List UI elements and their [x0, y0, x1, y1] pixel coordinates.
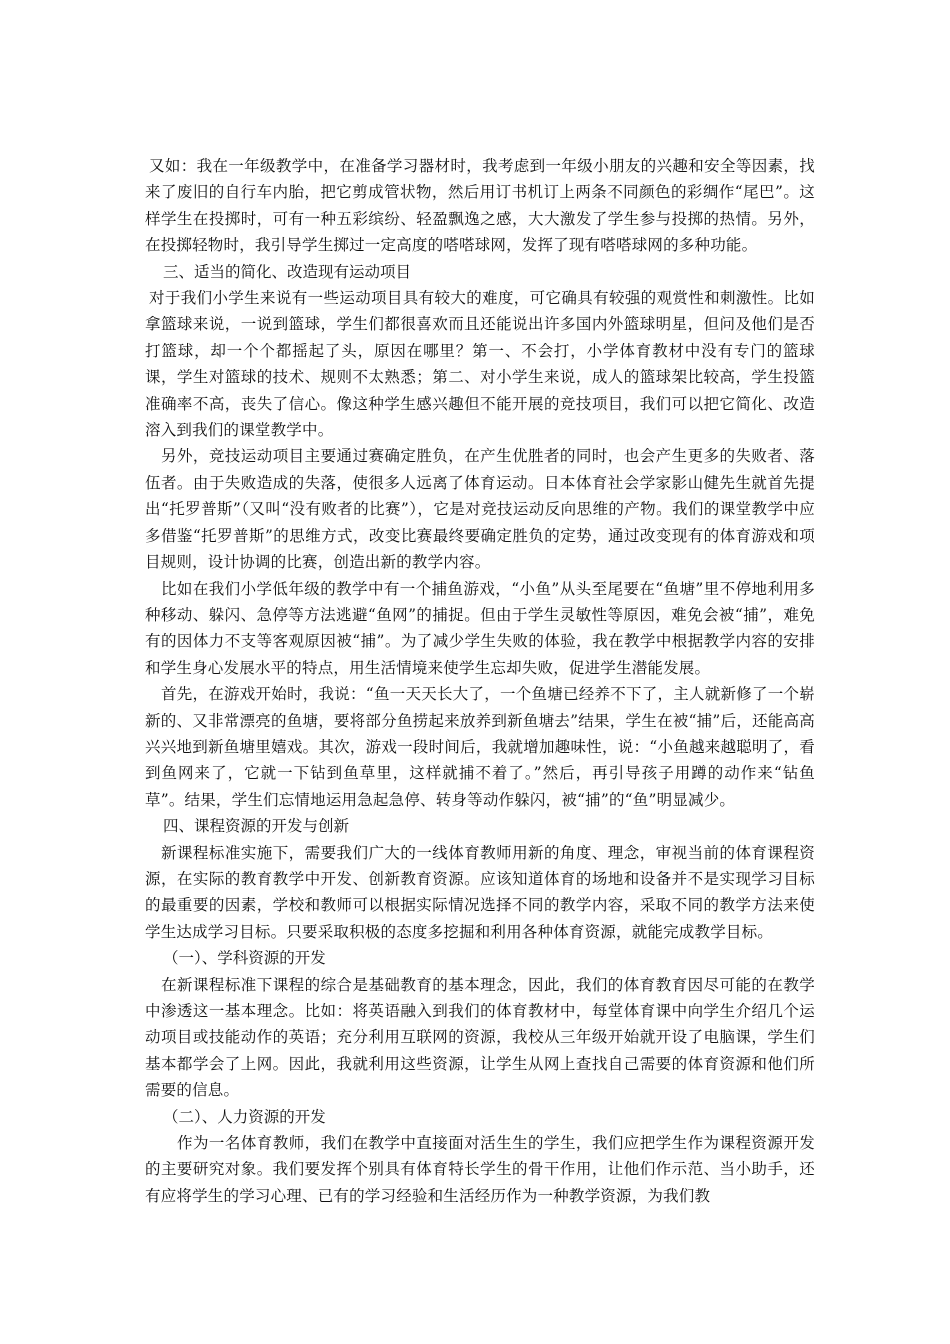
body-paragraph: 新课程标准实施下，需要我们广大的一线体育教师用新的角度、理念，审视当前的体育课程资源，在实际的教育教学中开发、创新教育资源。应该知道体育的场地和设备并不是实现学习目标的最重要的因素，学校和教师可以根据实际情况选择不同的教学内容，采取不同的教学方法来使学生达成学习目标。只要采取积极的态度多挖掘和利用各种体育资源，就能完成教学目标。: [145, 843, 815, 941]
subsection-heading: （二）、人力资源的开发: [163, 1107, 326, 1126]
body-paragraph: 另外，竞技运动项目主要通过赛确定胜负，在产生优胜者的同时，也会产生更多的失败者、落伍者。由于失败造成的失落，使很多人远离了体育运动。日本体育社会学家影山健先生就首先提出“托罗普斯”（又叫“没有败者的比赛”），它是对竞技运动反向思维的产物。我们的课堂教学中应多借鉴“托罗普斯”的思维方式，改变比赛最终要确定胜负的定势，通过改变现有的体育游戏和项目规则，设计协调的比赛，创造出新的教学内容。: [145, 447, 815, 572]
section-heading: 三、适当的简化、改造现有运动项目: [163, 262, 412, 281]
body-paragraph: 又如：我在一年级教学中，在准备学习器材时，我考虑到一年级小朋友的兴趣和安全等因素，找来了废旧的自行车内胎，把它剪成管状物，然后用订书机订上两条不同颜色的彩绸作“尾巴”。这样学生在投掷时，可有一种五彩缤纷、轻盈飘逸之感，大大激发了学生参与投掷的热情。另外，在投掷轻物时，我引导学生掷过一定高度的嗒嗒球网，发挥了现有嗒嗒球网的多种功能。: [145, 157, 815, 255]
body-paragraph: 作为一名体育教师，我们在教学中直接面对活生生的学生，我们应把学生作为课程资源开发的主要研究对象。我们要发挥个别具有体育特长学生的骨干作用，让他们作示范、当小助手，还有应将学生的学习心理、已有的学习经验和生活经历作为一种教学资源，为我们教: [145, 1134, 815, 1205]
body-paragraph: 首先，在游戏开始时，我说：“鱼一天天长大了，一个鱼塘已经养不下了，主人就新修了一个崭新的、又非常漂亮的鱼塘，要将部分鱼捞起来放养到新鱼塘去”结果，学生在被“捕”后，还能高高兴兴地到新鱼塘里嬉戏。其次，游戏一段时间后，我就增加趣味性，说：“小鱼越来越聪明了，看到鱼网来了，它就一下钻到鱼草里，这样就捕不着了。”然后，再引导孩子用蹲的动作来“钻鱼草”。结果，学生们忘情地运用急起急停、转身等动作躲闪，被“捕”的“鱼”明显减少。: [145, 685, 815, 809]
body-paragraph: 比如在我们小学低年级的教学中有一个捕鱼游戏，“小鱼”从头至尾要在“鱼塘”里不停地利用多种移动、躲闪、急停等方法逃避“鱼网”的捕捉。但由于学生灵敏性等原因，难免会被“捕”，难免有的因体力不支等客观原因被“捕”。为了减少学生失败的体验，我在教学中根据教学内容的安排和学生身心发展水平的特点，用生活情境来使学生忘却失败，促进学生潜能发展。: [145, 579, 815, 677]
body-paragraph: 在新课程标准下课程的综合是基础教育的基本理念，因此，我们的体育教育因尽可能的在教学中渗透这一基本理念。比如：将英语融入到我们的体育教材中，每堂体育课中向学生介绍几个运动项目或技能动作的英语；充分利用互联网的资源，我校从三年级开始就开设了电脑课，学生们基本都学会了上网。因此，我就利用这些资源，让学生从网上查找自己需要的体育资源和他们所需要的信息。: [145, 975, 815, 1100]
section-heading: 四、课程资源的开发与创新: [163, 817, 350, 836]
body-paragraph: 对于我们小学生来说有一些运动项目具有较大的难度，可它确具有较强的观赏性和刺激性。比如拿篮球来说，一说到篮球，学生们都很喜欢而且还能说出许多国内外篮球明星，但问及他们是否打篮球，却一个个都摇起了头，原因在哪里？第一、不会打，小学体育教材中没有专门的篮球课，学生对篮球的技术、规则不太熟悉；第二、对小学生来说，成人的篮球架比较高，学生投篮准确率不高，丧失了信心。像这种学生感兴趣但不能开展的竞技项目，我们可以把它简化、改造溶入到我们的课堂教学中。: [145, 289, 815, 440]
subsection-heading: （一）、学科资源的开发: [163, 949, 326, 968]
document-page: [145, 153, 815, 1209]
